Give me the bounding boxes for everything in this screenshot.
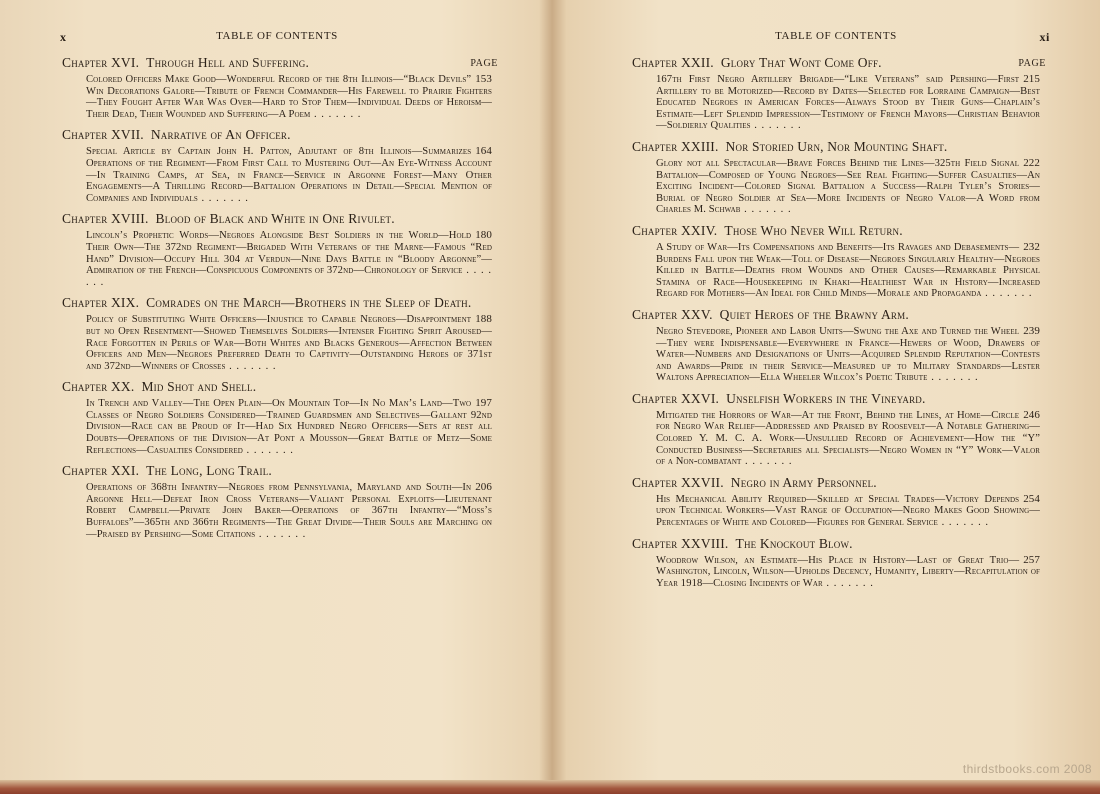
description-text: Colored Officers Make Good—Wonderful Record of the 8th Illinois—“Black Devils” Win Decorations Galore—Tribute of French Commander—His Farewell to Prairie Fighters—They Fought After War Was Over—Hard to Stop Them—Individual Deeds of Heroism—Their Dead, Their Wounded and Suffering—A Poem [86, 74, 492, 120]
dot-leader: . . . . . . . [225, 360, 277, 372]
right-page [632, 30, 1050, 589]
running-head-title: TABLE OF CONTENTS [216, 30, 338, 42]
description-text: Negro Stevedore, Pioneer and Labor Units—Swung the Axe and Turned the Wheel—They were Indispensable—Everywhere in France—Hewers of Wood, Drawers of Water—Numbers and Designations of Units—Acquired Splendid Reputation—Contests and Awards—Pride in their Service—Measured up to Military Standards—Lester Waltons Appreciation—Ella Wheeler Wilcox’s Poetic Tribute [656, 325, 1040, 384]
page-reference[interactable]: 153 [475, 73, 492, 85]
chapter-number: Chapter XXIV. [632, 222, 718, 238]
page-reference[interactable]: 232 [1023, 240, 1040, 253]
toc-entry [62, 463, 492, 540]
page-reference[interactable]: 222 [1023, 156, 1040, 169]
chapter-title: Comrades on the March—Brothers in the Sleep of Death. [146, 295, 472, 311]
toc-entry [62, 295, 492, 372]
chapter-title: The Knockout Blow. [735, 535, 853, 551]
chapter-description [86, 314, 492, 372]
dot-leader: . . . . . . . [242, 444, 294, 456]
toc-entries [62, 55, 498, 540]
page-reference[interactable]: 197 [475, 397, 492, 410]
description-text: Mitigated the Horrors of War—At the Front, Behind the Lines, at Home—Circle for Negro War Relief—Addressed and Praised by Roosevelt—A Notable Gathering—Colored Y. M. C. A. Work—Unsullied Record of Achievement—How the “Y” Conducted Business—Secretaries all Specialists—Negro Women in “Y” Work—Valor of a Non-combatant [656, 409, 1040, 468]
chapter-heading [632, 223, 1040, 238]
chapter-number: Chapter XVII. [62, 127, 144, 143]
chapter-number: Chapter XXI. [62, 463, 140, 479]
dot-leader: . . . . . . . [750, 120, 802, 132]
chapter-description [86, 398, 492, 456]
toc-entry [632, 223, 1040, 300]
description-text: In Trench and Valley—The Open Plain—On Mountain Top—In No Man’s Land—Two Classes of Negro Soldiers Considered—Trained Guardsmen and Selectives—Gallant 92nd Division—Race can be Proud of It—Had Six Hundred Negro Officers—Sets at rest all Doubts—Operations of the Division—At Pont a Mousson—Great Battle of Metz—Some Reflections—Casualties Considered [86, 398, 492, 456]
chapter-title: Through Hell and Suffering. [146, 55, 310, 70]
chapter-heading [632, 536, 1040, 551]
chapter-description [656, 410, 1040, 468]
description-text: Lincoln’s Prophetic Words—Negroes Alongside Best Soldiers in the World—Hold Their Own—The 372nd Regiment—Brigaded With Veterans of the Marne—Famous “Red Hand” Division—Occupy Hill 304 at Verdun—Nine Days Battle in “Bloody Argonne”—Admiration of the French—Conspicuous Components of 372nd—Chronology of Service [86, 230, 492, 277]
left-page [60, 30, 498, 540]
chapter-number: Chapter XXIII. [632, 138, 719, 154]
page-reference[interactable]: 215 [1023, 73, 1040, 85]
page-number: xi [1039, 30, 1050, 44]
description-text: Woodrow Wilson, an Estimate—His Place in History—Last of Great Trio—Washington, Lincoln, Wilson—Upholds Decency, Humanity, Liberty—Recapitulation of Year 1918—Closing Incidents of War [656, 554, 1040, 589]
chapter-description [656, 158, 1040, 216]
page-number: x [60, 30, 67, 44]
toc-entries [632, 55, 1046, 589]
toc-entry [62, 379, 492, 456]
page-reference[interactable]: 257 [1023, 553, 1040, 566]
chapter-number: Chapter XVIII. [62, 211, 149, 227]
book-cover-edge [0, 780, 1100, 794]
chapter-number: Chapter XXVIII. [632, 535, 729, 551]
chapter-heading [62, 127, 492, 142]
running-head-title: TABLE OF CONTENTS [775, 30, 897, 42]
chapter-description [656, 242, 1040, 300]
dot-leader: . . . . . . . [741, 456, 793, 468]
toc-entry [62, 55, 498, 120]
description-text: A Study of War—Its Compensations and Benefits—Its Ravages and Debasements—Burdens Fall upon the Weak—Toll of Disease—Negroes Singularly Healthy—Negroes Killed in Battle—Deaths from Wounds and Other Causes—Remarkable Physical Stamina of Race—Housekeeping in Khaki—Healthiest War in History—Increased Regard for Mothers—An Ideal for Child Minds—Morale and Propaganda [656, 241, 1040, 300]
chapter-number: Chapter XXVII. [632, 474, 724, 490]
chapter-description [86, 230, 492, 288]
chapter-heading [632, 307, 1040, 322]
chapter-description [656, 326, 1040, 384]
page-reference[interactable]: 188 [475, 313, 492, 326]
page-column-label: PAGE [470, 58, 498, 69]
chapter-title: Glory That Wont Come Off. [720, 55, 882, 70]
dot-leader: . . . . . . . [822, 577, 874, 589]
running-head [62, 30, 492, 48]
description-text: Operations of 368th Infantry—Negroes from Pennsylvania, Maryland and South—In Argonne Hell—Defeat Iron Cross Veterans—Valiant Personal Exploits—Lieutenant Robert Campbell—Private John Baker—Operations of 367th Infantry—“Moss’s Buffaloes”—365th and 366th Regiments—The Great Divide—Their Souls are Marching on—Praised by Pershing—Some Citations [86, 482, 492, 540]
page-column-label: PAGE [1018, 58, 1046, 69]
running-head [632, 30, 1050, 48]
chapter-title: Nor Storied Urn, Nor Mounting Shaft. [725, 138, 948, 154]
dot-leader: . . . . . . . [981, 288, 1033, 300]
toc-entry [62, 127, 492, 204]
chapter-description [86, 482, 492, 540]
dot-leader: . . . . . . . [740, 204, 792, 216]
chapter-number: Chapter XXVI. [632, 390, 720, 406]
chapter-description [656, 494, 1040, 529]
dot-leader: . . . . . . . [255, 528, 307, 540]
toc-entry [632, 139, 1040, 216]
dot-leader: . . . . . . . [86, 265, 493, 288]
chapter-heading [62, 379, 492, 394]
chapter-number: Chapter XXV. [632, 306, 713, 322]
chapter-heading [632, 391, 1040, 406]
chapter-title: Narrative of An Officer. [150, 127, 291, 143]
chapter-heading [632, 55, 1046, 70]
description-text: His Mechanical Ability Required—Skilled at Special Trades—Victory Depends upon Technical Workers—Vast Range of Occupation—Negro Makes Good Showing—Percentages of White and Colored—Figures for General Service [656, 493, 1040, 529]
chapter-title: Mid Shot and Shell. [141, 379, 257, 395]
chapter-description [656, 74, 1040, 132]
chapter-title: Negro in Army Personnel. [730, 474, 877, 490]
chapter-number: Chapter XXII. [632, 55, 714, 70]
toc-entry [632, 536, 1040, 590]
description-text: Special Article by Captain John H. Patton, Adjutant of 8th Illinois—Summarizes Operations of the Regiment—From First Call to Mustering Out—An Eye-Witness Account—In Training Camps, at Sea, in France—Service in Argonne Forest—Many Other Engagements—A Thrilling Record—Battalion Operations in Detail—Special Mention of Companies and Individuals [86, 146, 492, 204]
watermark: thirdstbooks.com 2008 [962, 762, 1092, 776]
toc-entry [62, 211, 492, 288]
page-reference[interactable]: 239 [1023, 324, 1040, 337]
page-reference[interactable]: 254 [1023, 492, 1040, 505]
toc-entry [632, 307, 1040, 384]
toc-entry [632, 391, 1040, 468]
chapter-number: Chapter XX. [62, 379, 135, 395]
chapter-description [86, 74, 492, 120]
chapter-title: Blood of Black and White in One Rivulet. [155, 211, 395, 227]
chapter-heading [632, 475, 1040, 490]
chapter-heading [62, 211, 492, 226]
description-text: Glory not all Spectacular—Brave Forces Behind the Lines—325th Field Signal Battalion—Composed of Young Negroes—See Real Fighting—Suffer Casualties—An Exciting Incident—Colored Signal Battalion a Success—Ralph Tyler’s Stories—Burial of Negro Soldier at Sea—More Incidents of Negro Valor—A Word from Charles M. Schwab [656, 157, 1040, 216]
page-reference[interactable]: 164 [475, 145, 492, 158]
chapter-title: The Long, Long Trail. [146, 463, 272, 479]
chapter-number: Chapter XIX. [62, 295, 140, 311]
toc-entry [632, 55, 1046, 132]
dot-leader: . . . . . . . [927, 372, 979, 384]
description-text: 167th First Negro Artillery Brigade—“Like Veterans” said Pershing—First Artillery to be Motorized—Record by Dates—Selected for Lorraine Campaign—Best Educated Negroes in American Forces—Always Stood by Their Guns—Chaplain’s Estimate—Left Splendid Impression—Testimony of French Mayors—Christian Behavior—Soldierly Qualities [656, 74, 1040, 132]
chapter-description [656, 555, 1040, 590]
chapter-number: Chapter XVI. [62, 55, 140, 70]
chapter-description [86, 146, 492, 204]
dot-leader: . . . . . . . [197, 192, 249, 204]
chapter-heading [62, 55, 498, 70]
chapter-heading [62, 463, 492, 478]
toc-entry [632, 475, 1040, 529]
chapter-heading [62, 295, 492, 310]
page-reference[interactable]: 180 [475, 229, 492, 242]
dot-leader: . . . . . . . [310, 108, 362, 120]
page-reference[interactable]: 246 [1023, 408, 1040, 421]
dot-leader: . . . . . . . [937, 517, 990, 529]
description-text: Policy of Substituting White Officers—Injustice to Capable Negroes—Disappointment but no Open Resentment—Showed Themselves Soldiers—Intenser Fighting Spirit Aroused—Race Forgotten in Perils of War—Both Whites and Blacks Generous—Affection Between Officers and Men—Negroes Preferred Death to Captivity—Outstanding Heroes of 371st and 372nd—Winners of Crosses [86, 314, 492, 372]
chapter-heading [632, 139, 1040, 154]
page-reference[interactable]: 206 [475, 481, 492, 494]
chapter-title: Those Who Never Will Return. [724, 222, 903, 238]
chapter-title: Quiet Heroes of the Brawny Arm. [719, 306, 909, 322]
chapter-title: Unselfish Workers in the Vineyard. [726, 390, 926, 406]
